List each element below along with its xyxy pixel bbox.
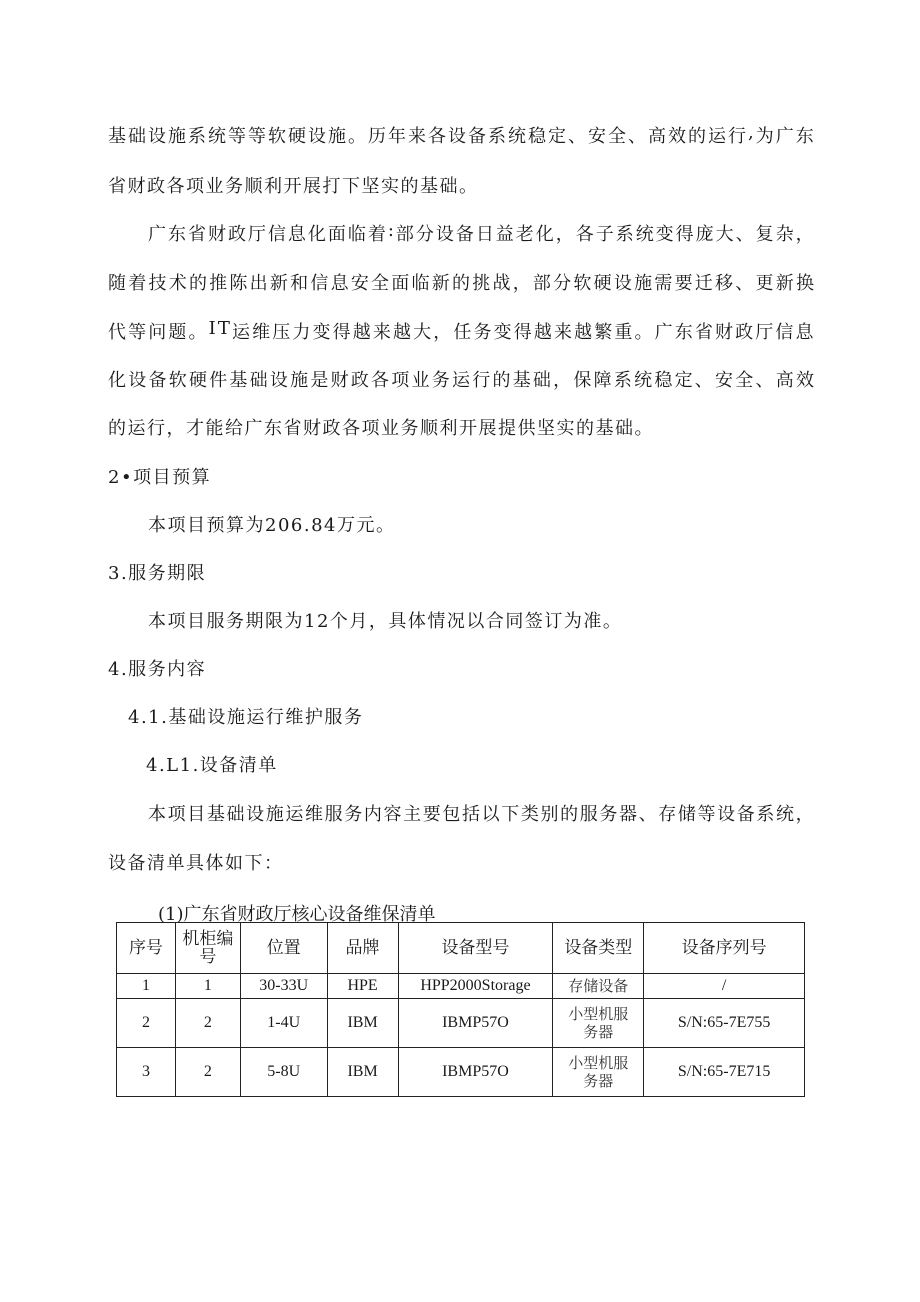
text-line: 化 设 备 软 硬 件 基 础 设 施 是 财 政 各 项 业 务 运 行 的 基 础 ， 保 障 系 统 稳 定 、 安 全 、 高 效 [108, 370, 814, 391]
text-line: 本 项 目 基 础 设 施 运 维 服 务 内 容 主 要 包 括 以 下 类 别 的 服 务 器 、 存 储 等 设 备 系 统 ， [148, 804, 814, 825]
header-cell: 品牌 [327, 923, 398, 974]
header-cell: 位置 [240, 923, 327, 974]
table-row [117, 999, 805, 1048]
table-cell: IBM [327, 999, 398, 1048]
table-cell: S/N:65-7E755 [644, 999, 805, 1048]
text-service-term: 本项目服务期限为12个月，具体情况以合同签订为准。 [148, 611, 623, 632]
table-cell: 30-33U [240, 974, 327, 999]
text-line: 广 东 省 财 政 厅 信 息 化 面 临 着 : 部 分 设 备 日 益 老 化 ， 各 子 系 统 变 得 庞 大 、 复 杂 ， [148, 220, 814, 245]
table-cell: 1 [117, 974, 176, 999]
equipment-table [116, 922, 805, 1097]
table-cell: 2 [175, 1048, 240, 1097]
header-cell: 机柜编号 [175, 923, 240, 974]
table-cell: IBMP57O [398, 1048, 553, 1097]
table-cell: IBMP57O [398, 999, 553, 1048]
table-cell: HPE [327, 974, 398, 999]
heading-budget: 2•项目预算 [108, 467, 212, 488]
subheading-infrastructure: 4.1.基础设施运行维护服务 [128, 707, 364, 728]
table-cell: 1-4U [240, 999, 327, 1048]
table-row [117, 974, 805, 999]
text-line: 代 等 问 题 。 I T 运 维 压 力 变 得 越 来 越 大 ， 任 务 变 得 越 来 越 繁 重 。 广 东 省 财 政 厅 信 息 [108, 318, 814, 343]
table-cell: 1 [175, 974, 240, 999]
table-cell: S/N:65-7E715 [644, 1048, 805, 1097]
text-line: 随 着 技 术 的 推 陈 出 新 和 信 息 安 全 面 临 新 的 挑 战 ， 部 分 软 硬 设 施 需 要 迁 移 、 更 新 换 [108, 273, 814, 294]
text-line: 设备清单具体如下： [108, 853, 284, 874]
header-cell: 设备型号 [398, 923, 553, 974]
table-cell: HPP2000Storage [398, 974, 553, 999]
table-cell: 小型机服务器 [553, 999, 644, 1048]
table-cell: / [644, 974, 805, 999]
table-cell: IBM [327, 1048, 398, 1097]
heading-service-content: 4.服务内容 [108, 659, 207, 680]
table-cell: 2 [175, 999, 240, 1048]
heading-service-term: 3.服务期限 [108, 563, 207, 584]
table-cell: 2 [117, 999, 176, 1048]
table-header-row [117, 923, 805, 974]
header-cell: 设备类型 [553, 923, 644, 974]
table-row [117, 1048, 805, 1097]
table-cell: 3 [117, 1048, 176, 1097]
text-line: 省财政各项业务顺利开展打下坚实的基础。 [108, 176, 479, 197]
text-line: 的运行，才能给广东省财政各项业务顺利开展提供坚实的基础。 [108, 418, 654, 439]
text-budget: 本项目预算为206.84万元。 [148, 515, 396, 536]
table-cell: 小型机服务器 [553, 1048, 644, 1097]
table-cell: 存储设备 [553, 974, 644, 999]
header-cell: 序号 [117, 923, 176, 974]
subheading-equipment-list: 4.L1.设备清单 [146, 755, 278, 776]
header-cell: 设备序列号 [644, 923, 805, 974]
table-cell: 5-8U [240, 1048, 327, 1097]
table-caption: (1)广东省财政厅核心设备维保清单 [158, 904, 436, 925]
text-line: 基 础 设 施 系 统 等 等 软 硬 设 施 。 历 年 来 各 设 备 系 统 稳 定 、 安 全 、 高 效 的 运 行 , 为 广 东 [108, 122, 814, 147]
